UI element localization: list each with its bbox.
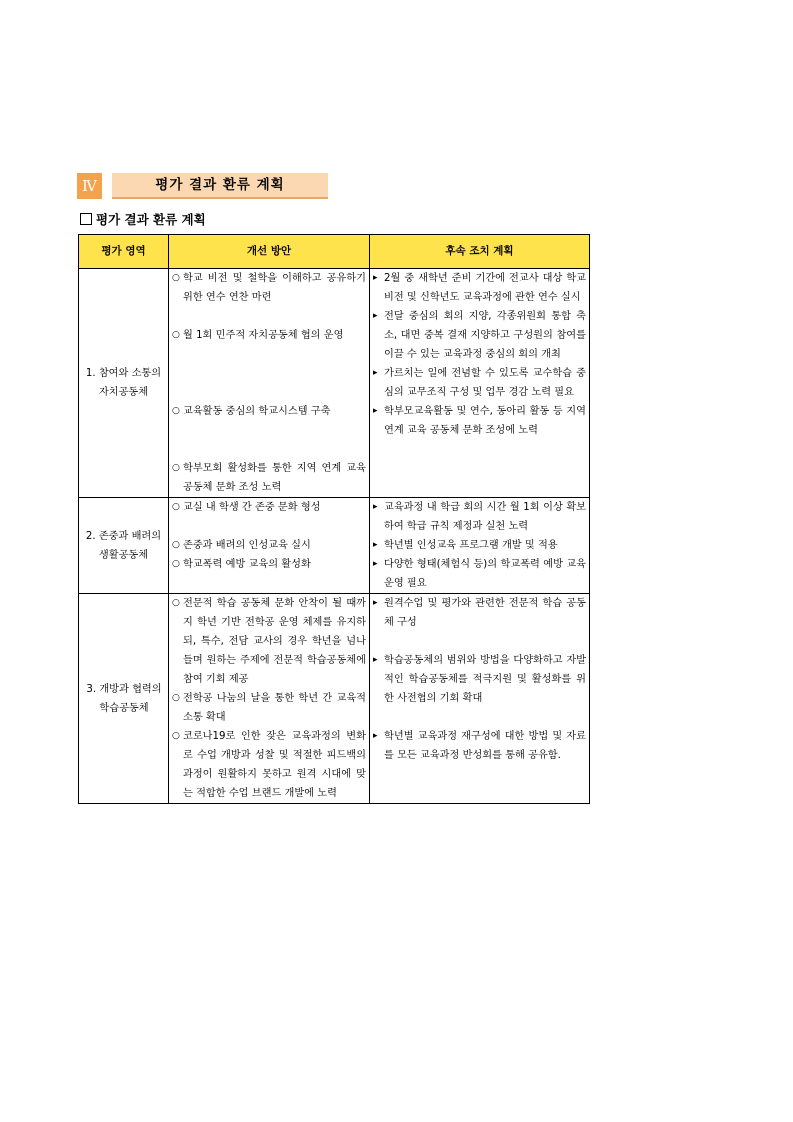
circle-bullet-icon: ○ [172, 731, 180, 741]
follow-up-item: ▸ 다양한 형태(체험식 등)의 학교폭력 예방 교육 운영 필요 [373, 555, 586, 593]
follow-up-cell [370, 594, 590, 804]
circle-bullet-icon: ○ [172, 559, 180, 569]
section-number: Ⅳ [77, 173, 102, 199]
improvement-item: ○ 교실 내 학생 간 존중 문화 형성 [172, 498, 366, 517]
improvement-cell [169, 498, 370, 594]
section-title: 평가 결과 환류 계획 [112, 173, 328, 199]
table-header-row [79, 235, 590, 269]
area-cell [79, 594, 169, 804]
circle-bullet-icon: ○ [172, 693, 180, 703]
circle-bullet-icon: ○ [172, 330, 180, 340]
circle-bullet-icon: ○ [172, 502, 180, 512]
header-improvement: 개선 방안 [169, 235, 370, 269]
section-header [77, 173, 337, 199]
triangle-bullet-icon: ▸ [373, 311, 378, 321]
triangle-bullet-icon: ▸ [373, 559, 378, 569]
follow-up-item: ▸ 2월 중 새학년 준비 기간에 전교사 대상 학교 비전 및 신학년도 교육과정에 관한 연수 실시 [373, 269, 586, 307]
improvement-item: ○ 학교 비전 및 철학을 이해하고 공유하기 위한 연수 연찬 마련 [172, 269, 366, 307]
area-label: 2. 존중과 배려의 생활공동체 [85, 530, 162, 561]
feedback-plan-table [78, 234, 590, 804]
subheading [80, 210, 206, 228]
triangle-bullet-icon: ▸ [373, 731, 378, 741]
area-label: 3. 개방과 협력의 학습공동체 [86, 683, 162, 714]
circle-bullet-icon: ○ [172, 273, 180, 283]
follow-up-item: ▸ 학부모교육활동 및 연수, 동아리 활동 등 지역 연계 교육 공동체 문화 조성에 노력 [373, 402, 586, 440]
follow-up-item: ▸ 가르치는 일에 전념할 수 있도록 교수학습 중심의 교무조직 구성 및 업무 경감 노력 필요 [373, 364, 586, 402]
follow-up-cell [370, 498, 590, 594]
improvement-item: ○ 전문적 학습 공동체 문화 안착이 될 때까지 학년 기반 전학공 운영 체제를 유지하되, 특수, 전담 교사의 경우 학년을 넘나들며 원하는 주제에 전문적 학습공동체에 참여 기회 제공 [172, 594, 366, 689]
triangle-bullet-icon: ▸ [373, 655, 378, 665]
improvement-item: ○ 학부모회 활성화를 통한 지역 연계 교육 공동체 문화 조성 노력 [172, 459, 366, 497]
circle-bullet-icon: ○ [172, 540, 180, 550]
improvement-item: ○ 전학공 나눔의 날을 통한 학년 간 교육적 소통 확대 [172, 689, 366, 727]
header-area: 평가 영역 [79, 235, 169, 269]
triangle-bullet-icon: ▸ [373, 598, 378, 608]
checkbox-square-icon [80, 213, 92, 225]
area-cell [79, 498, 169, 594]
triangle-bullet-icon: ▸ [373, 368, 378, 378]
triangle-bullet-icon: ▸ [373, 406, 378, 416]
follow-up-item: ▸ 학습공동체의 범위와 방법을 다양화하고 자발적인 학습공동체를 적극지원 및 활성화를 위한 사전협의 기회 확대 [373, 651, 586, 708]
follow-up-item: ▸ 학년별 인성교육 프로그램 개발 및 적용 [373, 536, 586, 555]
follow-up-item: ▸ 원격수업 및 평가와 관련한 전문적 학습 공동체 구성 [373, 594, 586, 632]
improvement-cell [169, 594, 370, 804]
subheading-text: 평가 결과 환류 계획 [96, 212, 206, 227]
triangle-bullet-icon: ▸ [373, 273, 378, 283]
header-follow-up: 후속 조치 계획 [370, 235, 590, 269]
follow-up-item: ▸ 학년별 교육과정 재구성에 대한 방법 및 자료를 모든 교육과정 반성회를 통해 공유함. [373, 727, 586, 765]
follow-up-item: ▸ 전달 중심의 회의 지양, 각종위원회 통합 축소, 대면 중복 결재 지양하고 구성원의 참여를 이끌 수 있는 교육과정 중심의 회의 개최 [373, 307, 586, 364]
area-label: 1. 참여와 소통의 자치공동체 [85, 368, 162, 398]
improvement-item: ○ 존중과 배려의 인성교육 실시 [172, 536, 366, 555]
circle-bullet-icon: ○ [172, 598, 180, 608]
follow-up-item: ▸ 교육과정 내 학급 회의 시간 월 1회 이상 확보하여 학급 규칙 제정과 실천 노력 [373, 498, 586, 536]
improvement-item: ○ 코로나19로 인한 잦은 교육과정의 변화로 수업 개방과 성찰 및 적절한 피드백의 과정이 원활하지 못하고 원격 시대에 맞는 적합한 수업 브랜드 개발에 노력 [172, 727, 366, 803]
area-cell [79, 269, 169, 498]
table-row [79, 269, 590, 498]
circle-bullet-icon: ○ [172, 406, 180, 416]
triangle-bullet-icon: ▸ [373, 540, 378, 550]
improvement-item: ○ 월 1회 민주적 자치공동체 협의 운영 [172, 326, 366, 345]
triangle-bullet-icon: ▸ [373, 502, 378, 512]
improvement-cell [169, 269, 370, 498]
circle-bullet-icon: ○ [172, 463, 180, 473]
follow-up-cell [370, 269, 590, 498]
table-row [79, 594, 590, 804]
improvement-item: ○ 교육활동 중심의 학교시스템 구축 [172, 402, 366, 421]
table-row [79, 498, 590, 594]
improvement-item: ○ 학교폭력 예방 교육의 활성화 [172, 555, 366, 574]
